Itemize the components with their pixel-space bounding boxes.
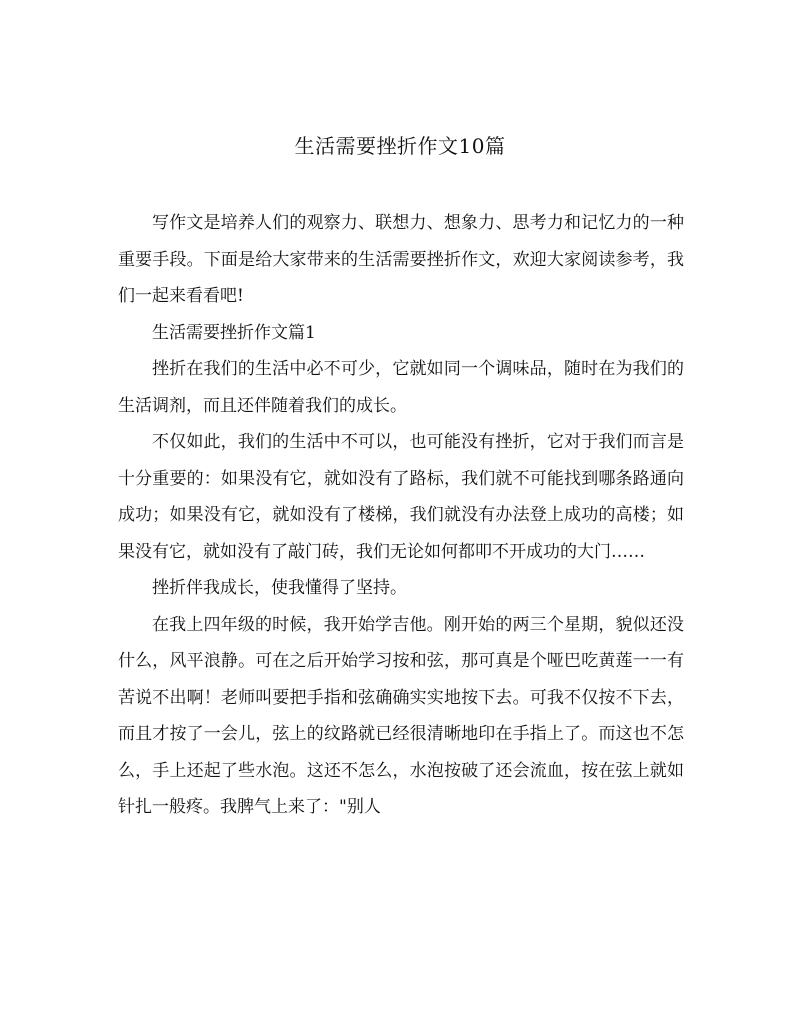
paragraph: 在我上四年级的时候，我开始学吉他。刚开始的两三个星期，貌似还没什么，风平浪静。可在之后开始学习按和弦，那可真是个哑巴吃黄莲一一有苦说不出啊！老师叫要把手指和弦确确实实地按下去。可我不仅按不下去，而且才按了一会儿，弦上的纹路就已经很清晰地印在手指上了。而这也不怎么，手上还起了些水泡。这还不怎么，水泡按破了还会流血，按在弦上就如针扎一般疼。我脾气上来了："别人 [118,614,684,817]
section-heading: 生活需要挫折作文篇1 [152,322,316,343]
paragraph: 挫折伴我成长，使我懂得了坚持。 [152,578,407,598]
document-body [118,205,684,826]
paragraph: 不仅如此，我们的生活中不可以，也可能没有挫折，它对于我们而言是十分重要的：如果没有它，就如没有了路标，我们就不可能找到哪条路通向成功；如果没有它，就如没有了楼梯，我们就没有办法登上成功的高楼；如果没有它，就如没有了敲门砖，我们无论如何都叩不开成功的大门…… [118,432,684,562]
document-title: 生活需要挫折作文10篇 [294,134,506,158]
paragraph-intro: 写作文是培养人们的观察力、联想力、想象力、思考力和记忆力的一种重要手段。下面是给大家带来的生活需要挫折作文，欢迎大家阅读参考，我们一起来看看吧! [118,213,684,306]
paragraph: 挫折在我们的生活中必不可少，它就如同一个调味品，随时在为我们的生活调剂，而且还伴随着我们的成长。 [118,359,684,416]
